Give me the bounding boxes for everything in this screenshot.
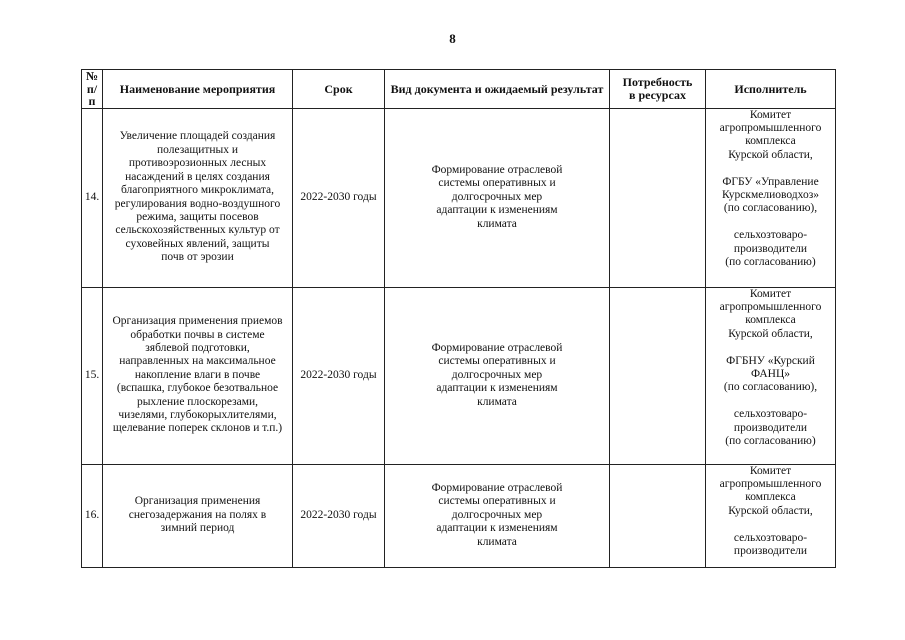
document-result-line: климата [477, 217, 517, 230]
executor-line: производители [733, 544, 808, 557]
header-row [82, 70, 836, 109]
measures-table [81, 69, 836, 568]
measure-name-line: суховейных явлений, защиты [125, 237, 270, 250]
document-result-line: Формирование отраслевой [431, 163, 563, 176]
executor-line: (по согласованию), [723, 202, 818, 215]
document-result-line: Формирование отраслевой [431, 481, 563, 494]
table-row [82, 108, 836, 287]
page-number: 8 [449, 31, 456, 46]
executor-line: комплекса [745, 135, 796, 148]
executor-line: агропромышленного [719, 300, 822, 313]
document-result-line: климата [477, 395, 517, 408]
document-result-line: системы оперативных и [438, 495, 556, 508]
table-row [82, 464, 836, 567]
document-result-line: адаптации к изменениям [436, 382, 558, 395]
executor-line: (по согласованию) [725, 434, 816, 447]
measure-name-line: противоэрозионных лесных [128, 157, 267, 170]
executor-line: сельхозтоваро- [733, 408, 808, 421]
term: 2022-2030 годы [293, 287, 385, 464]
executor-line [708, 162, 833, 175]
header-need: Потребность в ресурсах [610, 70, 706, 109]
measure-name-line: зимний период [160, 522, 235, 535]
header-exec: Исполнитель [706, 70, 836, 109]
measure-name-line: режима, защиты посевов [136, 210, 259, 223]
document-result-line: системы оперативных и [438, 355, 556, 368]
measure-name-line: зяблевой подготовки, [145, 341, 250, 354]
executor-line: производители [733, 242, 808, 255]
executor-line: Курской области, [728, 327, 813, 340]
executor-line: ФГБУ «Управление [722, 175, 819, 188]
measure-name-line: рыхление плоскорезами, [136, 395, 259, 408]
executor-line: ФАНЦ» [750, 367, 791, 380]
document-result-line: Формирование отраслевой [431, 341, 563, 354]
term: 2022-2030 годы [293, 464, 385, 567]
executor [706, 287, 836, 464]
executor-line: (по согласованию) [725, 255, 816, 268]
executor [706, 108, 836, 287]
header-doc: Вид документа и ожидаемый результат [385, 70, 610, 109]
executor-line [708, 395, 833, 408]
measure-name-line: регулирования водно-воздушного [114, 197, 281, 210]
document-result-line: долгосрочных мер [451, 508, 543, 521]
measure-name-line: насаждений в целях создания [125, 170, 270, 183]
executor [706, 464, 836, 567]
document-result-line: системы оперативных и [438, 177, 556, 190]
header-term: Срок [293, 70, 385, 109]
executor-line: Комитет [749, 287, 792, 300]
measure-name-line: Организация применения приемов [112, 315, 283, 328]
measure-name [103, 108, 293, 287]
measure-name-line: обработки почвы в системе [130, 328, 265, 341]
document-result-line: адаптации к изменениям [436, 522, 558, 535]
executor-line [708, 216, 833, 229]
executor-line: Курскмелиоводхоз» [722, 188, 819, 201]
resource-need [610, 287, 706, 464]
document-result-line: адаптации к изменениям [436, 204, 558, 217]
measure-name-line: сельскохозяйственных культур от [115, 224, 280, 237]
document-result [385, 464, 610, 567]
row-number: 16. [82, 464, 103, 567]
measure-name-line: направленных на максимальное [119, 355, 276, 368]
resource-need [610, 108, 706, 287]
executor-line: Комитет [749, 108, 792, 121]
executor-line: (по согласованию), [723, 381, 818, 394]
executor-line: агропромышленного [719, 121, 822, 134]
executor-line: комплекса [745, 491, 796, 504]
document-result-line: климата [477, 535, 517, 548]
measure-name-line: снегозадержания на полях в [128, 508, 267, 521]
row-number: 14. [82, 108, 103, 287]
measure-name-line: накопление влаги в почве [134, 368, 261, 381]
measure-name-line: щелевание поперек склонов и т.п.) [112, 422, 283, 435]
measure-name [103, 464, 293, 567]
executor-line: сельхозтоваро- [733, 229, 808, 242]
document-result [385, 287, 610, 464]
measure-name-line: полезащитных и [156, 143, 239, 156]
executor-line: Курской области, [728, 504, 813, 517]
measure-name-line: Увеличение площадей создания [119, 130, 276, 143]
measure-name-line: почв от эрозии [161, 251, 234, 264]
executor-line [708, 341, 833, 354]
executor-line: Комитет [749, 464, 792, 477]
document-result-line: долгосрочных мер [451, 190, 543, 203]
measure-name-line: Организация применения [134, 495, 261, 508]
executor-line: агропромышленного [719, 477, 822, 490]
executor-line: сельхозтоваро- [733, 531, 808, 544]
executor-line [708, 518, 833, 531]
measure-name [103, 287, 293, 464]
executor-line: ФГБНУ «Курский [726, 354, 815, 367]
executor-line: производители [733, 421, 808, 434]
document-result [385, 108, 610, 287]
executor-line: комплекса [745, 314, 796, 327]
row-number: 15. [82, 287, 103, 464]
measure-name-line: благоприятного микроклимата, [120, 184, 275, 197]
measure-name-line: (вспашка, глубокое безотвальное [116, 382, 279, 395]
header-num: № п/п [82, 70, 103, 109]
document-result-line: долгосрочных мер [451, 368, 543, 381]
measure-name-line: чизелями, глубокорыхлителями, [118, 409, 277, 422]
resource-need [610, 464, 706, 567]
term: 2022-2030 годы [293, 108, 385, 287]
executor-line: Курской области, [728, 148, 813, 161]
header-name: Наименование мероприятия [103, 70, 293, 109]
table-row [82, 287, 836, 464]
